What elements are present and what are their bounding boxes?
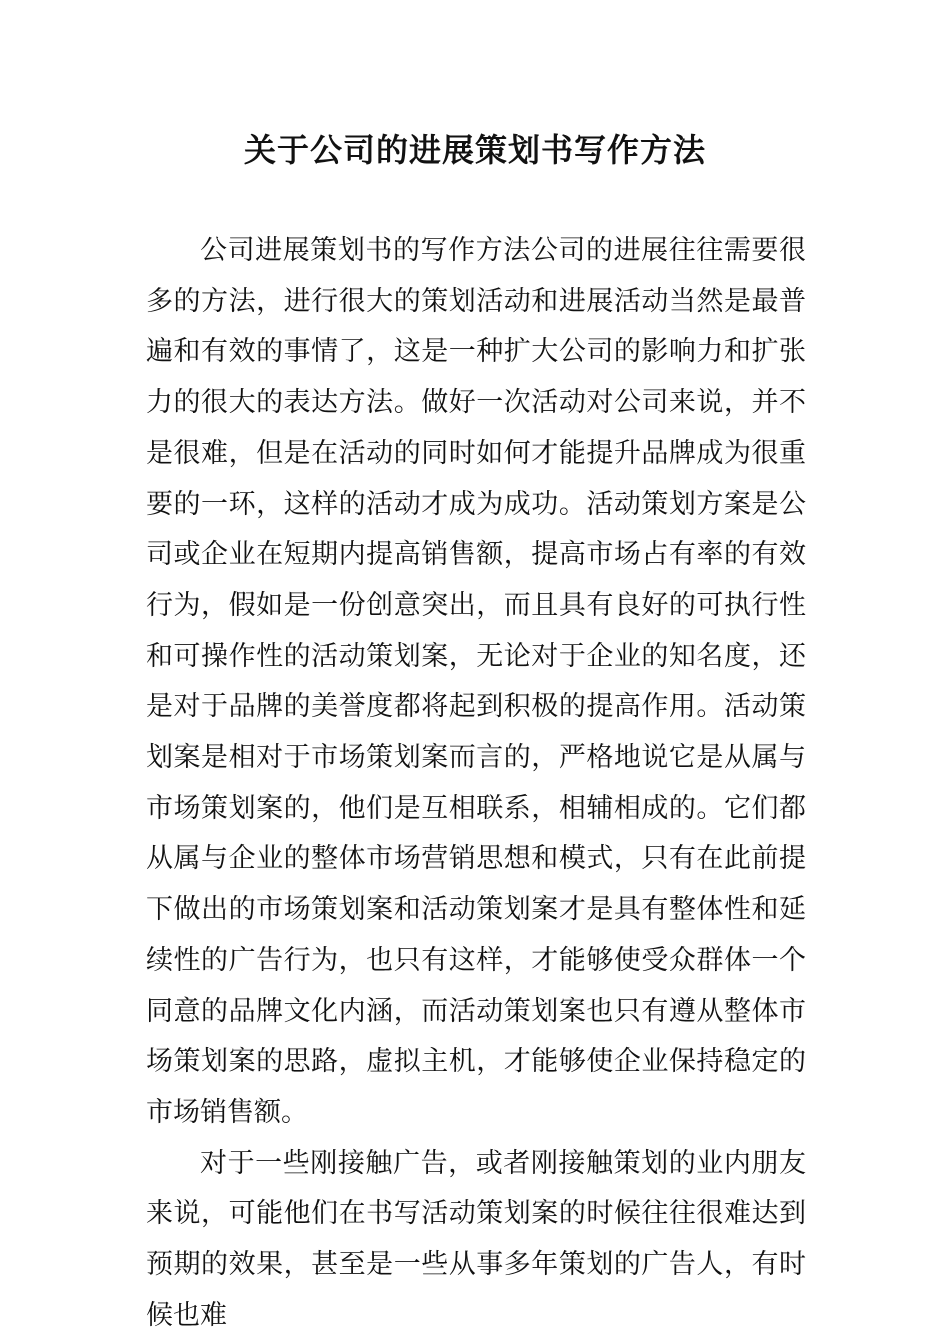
paragraph-1: 公司进展策划书的写作方法公司的进展往往需要很多的方法，进行很大的策划活动和进展活动当然是最普遍和有效的事情了，这是一种扩大公司的影响力和扩张力的很大的表达方法。做好一次活动对公司来说，并不是很难，但是在活动的同时如何才能提升品牌成为很重要的一环，这样的活动才成为成功。活动策划方案是公司或企业在短期内提高销售额，提高市场占有率的有效行为，假如是一份创意突出，而且具有良好的可执行性和可操作性的活动策划案，无论对于企业的知名度，还是对于品牌的美誉度都将起到积极的提高作用。活动策划案是相对于市场策划案而言的，严格地说它是从属与市场策划案的，他们是互相联系，相辅相成的。它们都从属与企业的整体市场营销思想和模式，只有在此前提下做出的市场策划案和活动策划案才是具有整体性和延续性的广告行为，也只有这样，才能够使受众群体一个同意的品牌文化内涵，而活动策划案也只有遵从整体市场策划案的思路，虚拟主机，才能够使企业保持稳定的市场销售额。 [146, 235, 806, 1128]
document-title: 关于公司的进展策划书写作方法 [243, 131, 706, 169]
document-body [146, 226, 806, 1341]
paragraph-2: 对于一些刚接触广告，或者刚接触策划的业内朋友来说，可能他们在书写活动策划案的时候往往很难达到预期的效果，甚至是一些从事多年策划的广告人，有时候也难 [146, 1147, 806, 1331]
